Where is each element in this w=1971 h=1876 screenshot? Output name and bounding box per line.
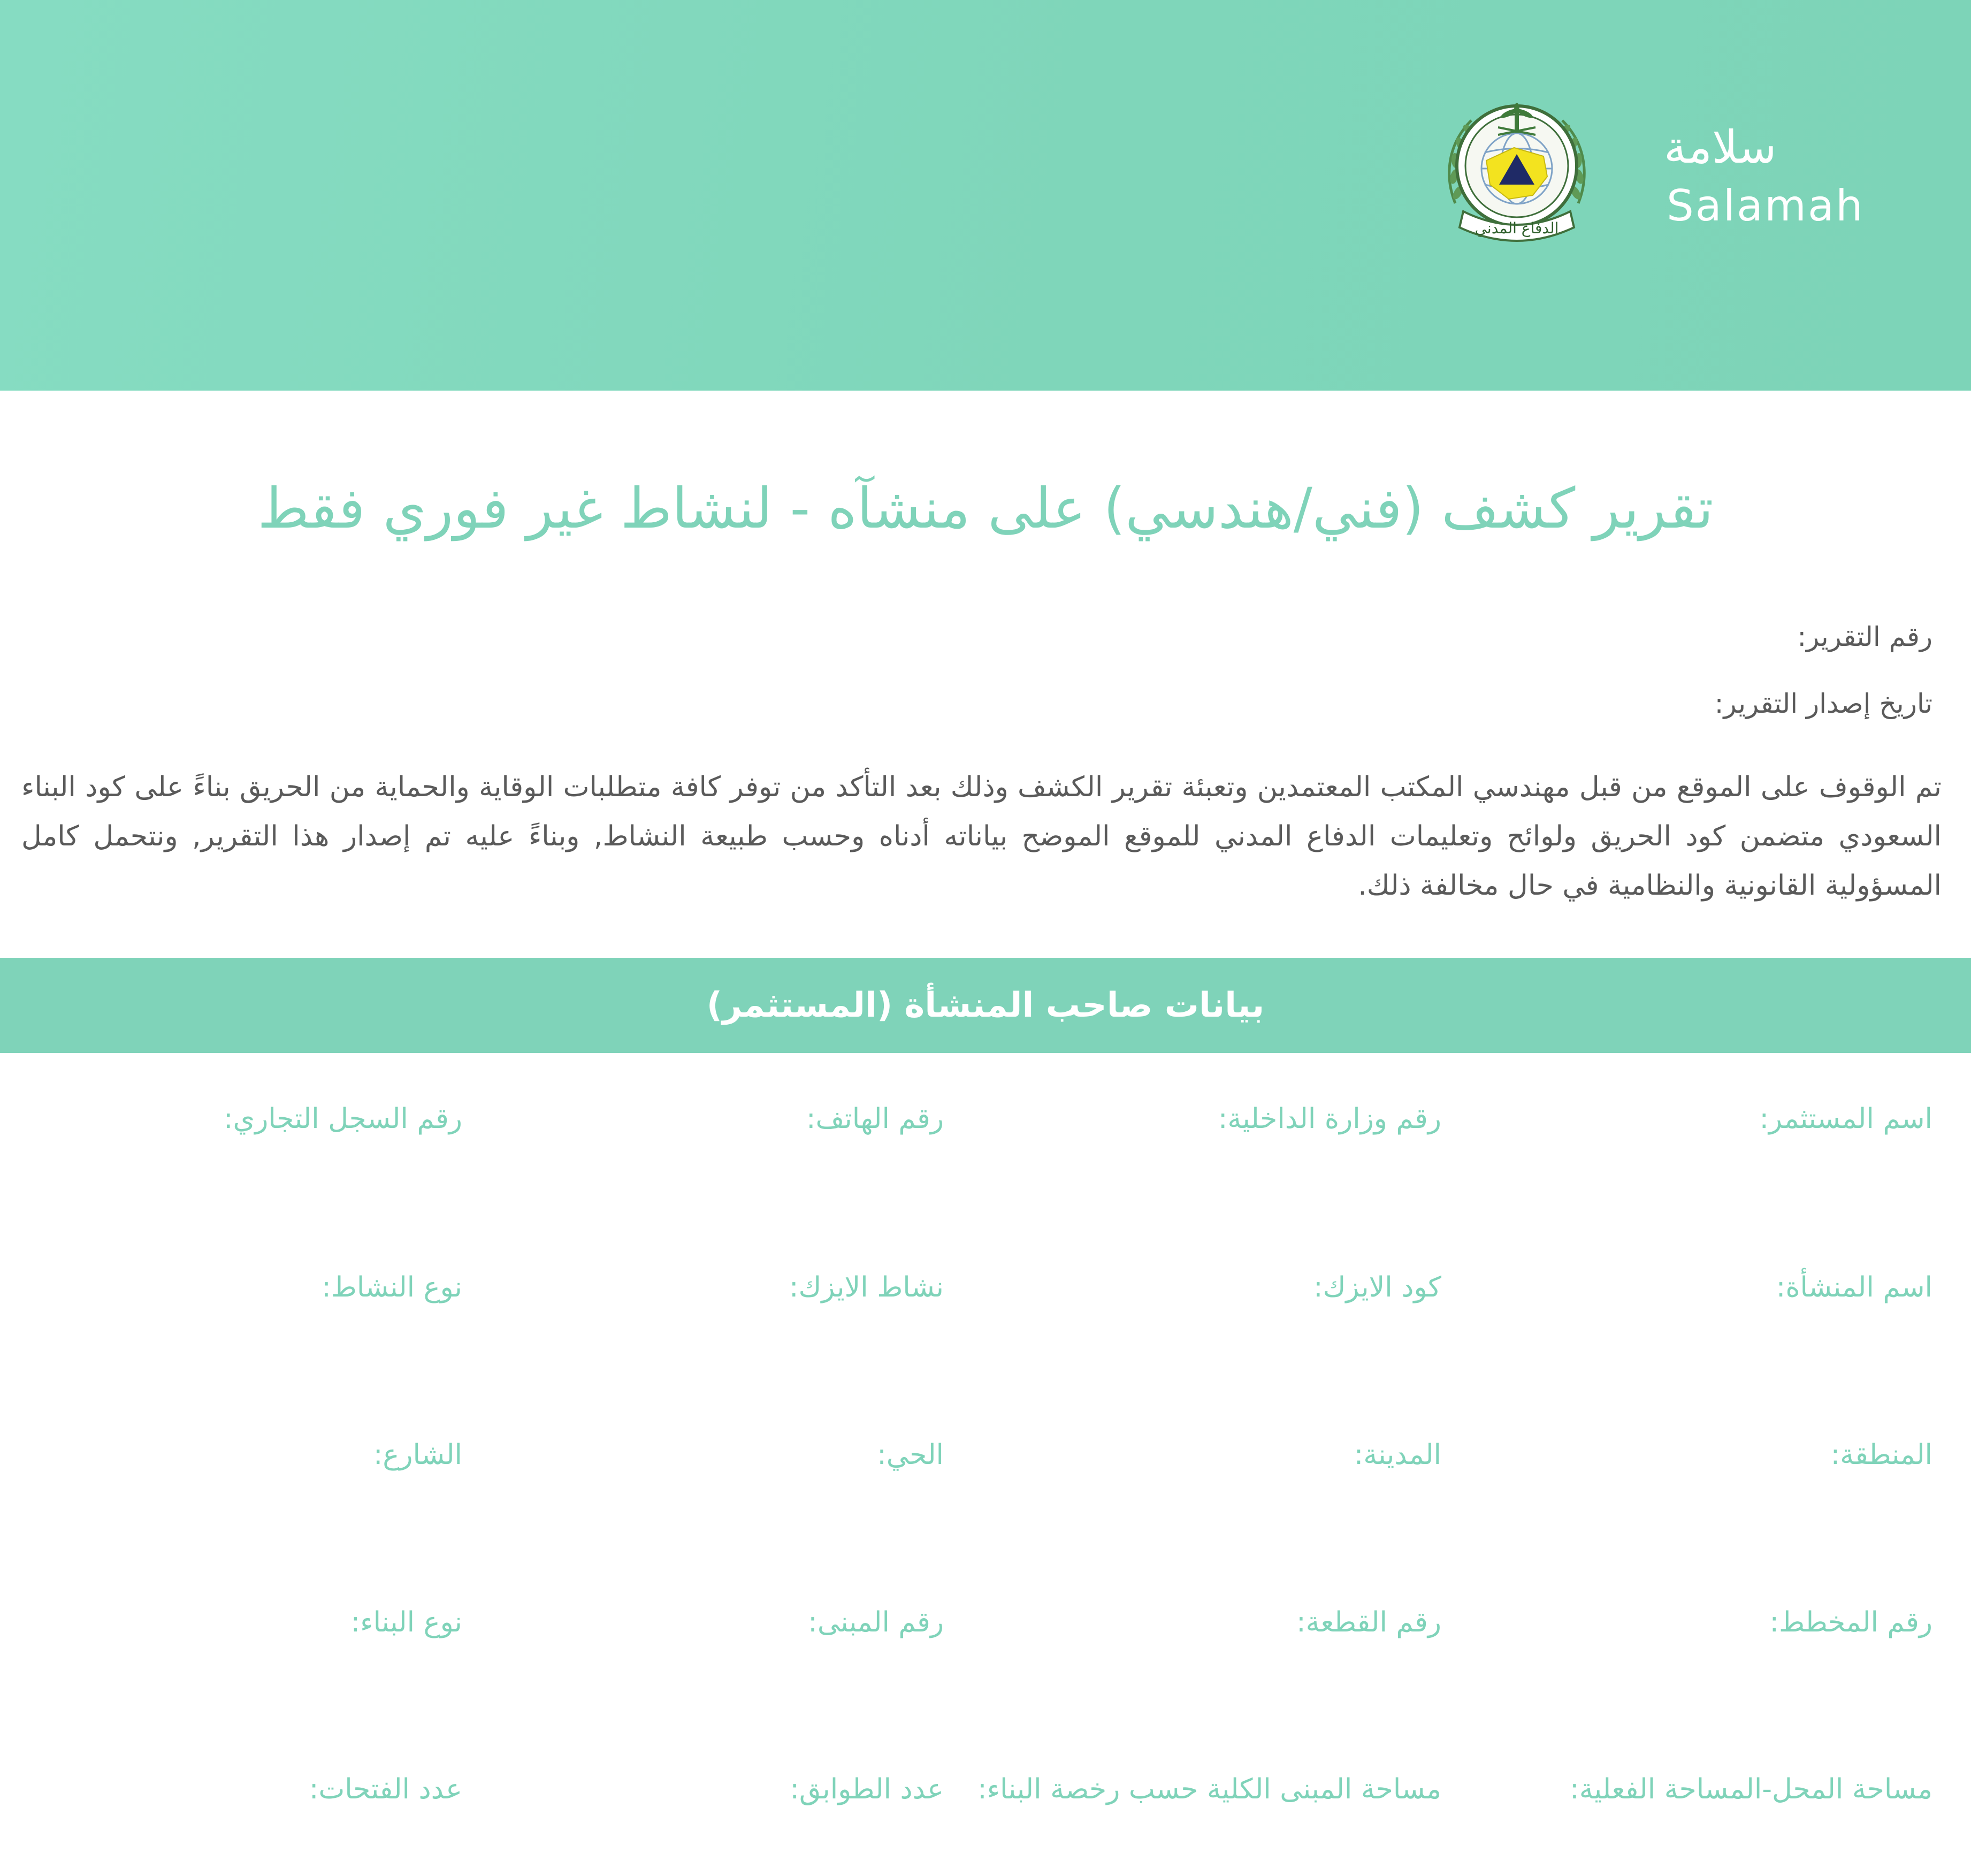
field-region: المنطقة: <box>1830 1439 1932 1471</box>
field-building-number: رقم المبنى: <box>808 1606 944 1638</box>
field-commercial-register: رقم السجل التجاري: <box>224 1103 462 1135</box>
field-construction-type: نوع البناء: <box>350 1606 462 1638</box>
field-phone-number: رقم الهاتف: <box>806 1103 944 1135</box>
brand-name-arabic: سلامة <box>1664 121 1777 173</box>
field-floors-count: عدد الطوابق: <box>790 1773 944 1805</box>
report-number-label: رقم التقرير: <box>1797 621 1932 652</box>
intro-paragraph: تم الوقوف على الموقع من قبل مهندسي المكتب المعتمدين وتعبئة تقرير الكشف وذلك بعد التأكد من توفر كافة متطلبات الوقاية والحماية من الحريق بناءً على كود البناء السعودي متضمن كود الحريق ولوائح وتعليمات الدفاع المدني للموقع الموضح بياناته أدناه وحسب طبيعة النشاط, وبناءً عليه تم إصدار هذا التقرير, ونتحمل كامل المسؤولية القانونية والنظامية في حال مخالفة ذلك. <box>21 771 1942 902</box>
page-title: تقرير كشف (فني/هندسي) على منشآه - لنشاط غير فوري فقط <box>257 476 1714 541</box>
field-openings-count: عدد الفتحات: <box>309 1773 462 1805</box>
report-date-label: تاريخ إصدار التقرير: <box>1714 688 1932 719</box>
section-title: بيانات صاحب المنشأة (المستثمر) <box>706 986 1265 1025</box>
field-isic-activity: نشاط الايزك: <box>789 1271 944 1303</box>
field-isic-code: كود الايزك: <box>1313 1271 1441 1303</box>
field-plot-number: رقم القطعة: <box>1296 1606 1441 1638</box>
brand-name-english: Salamah <box>1667 181 1865 231</box>
field-activity-type: نوع النشاط: <box>322 1271 462 1303</box>
field-shop-area: مساحة المحل-المساحة الفعلية: <box>1570 1773 1932 1805</box>
field-plan-number: رقم المخطط: <box>1769 1606 1932 1638</box>
svg-text:الدفاع المدني: الدفاع المدني <box>1475 219 1559 237</box>
field-street: الشارع: <box>373 1439 462 1471</box>
field-total-building-area: مساحة المبنى الكلية حسب رخصة البناء: <box>977 1773 1441 1805</box>
section-header <box>0 958 1971 1053</box>
field-district: الحي: <box>877 1439 944 1471</box>
field-facility-name: اسم المنشأة: <box>1776 1271 1932 1303</box>
civil-defense-emblem-icon <box>1434 96 1600 251</box>
field-investor-name: اسم المستثمر: <box>1759 1103 1932 1135</box>
field-interior-ministry-number: رقم وزارة الداخلية: <box>1218 1103 1441 1135</box>
field-city: المدينة: <box>1354 1439 1441 1471</box>
header-banner <box>0 0 1971 391</box>
